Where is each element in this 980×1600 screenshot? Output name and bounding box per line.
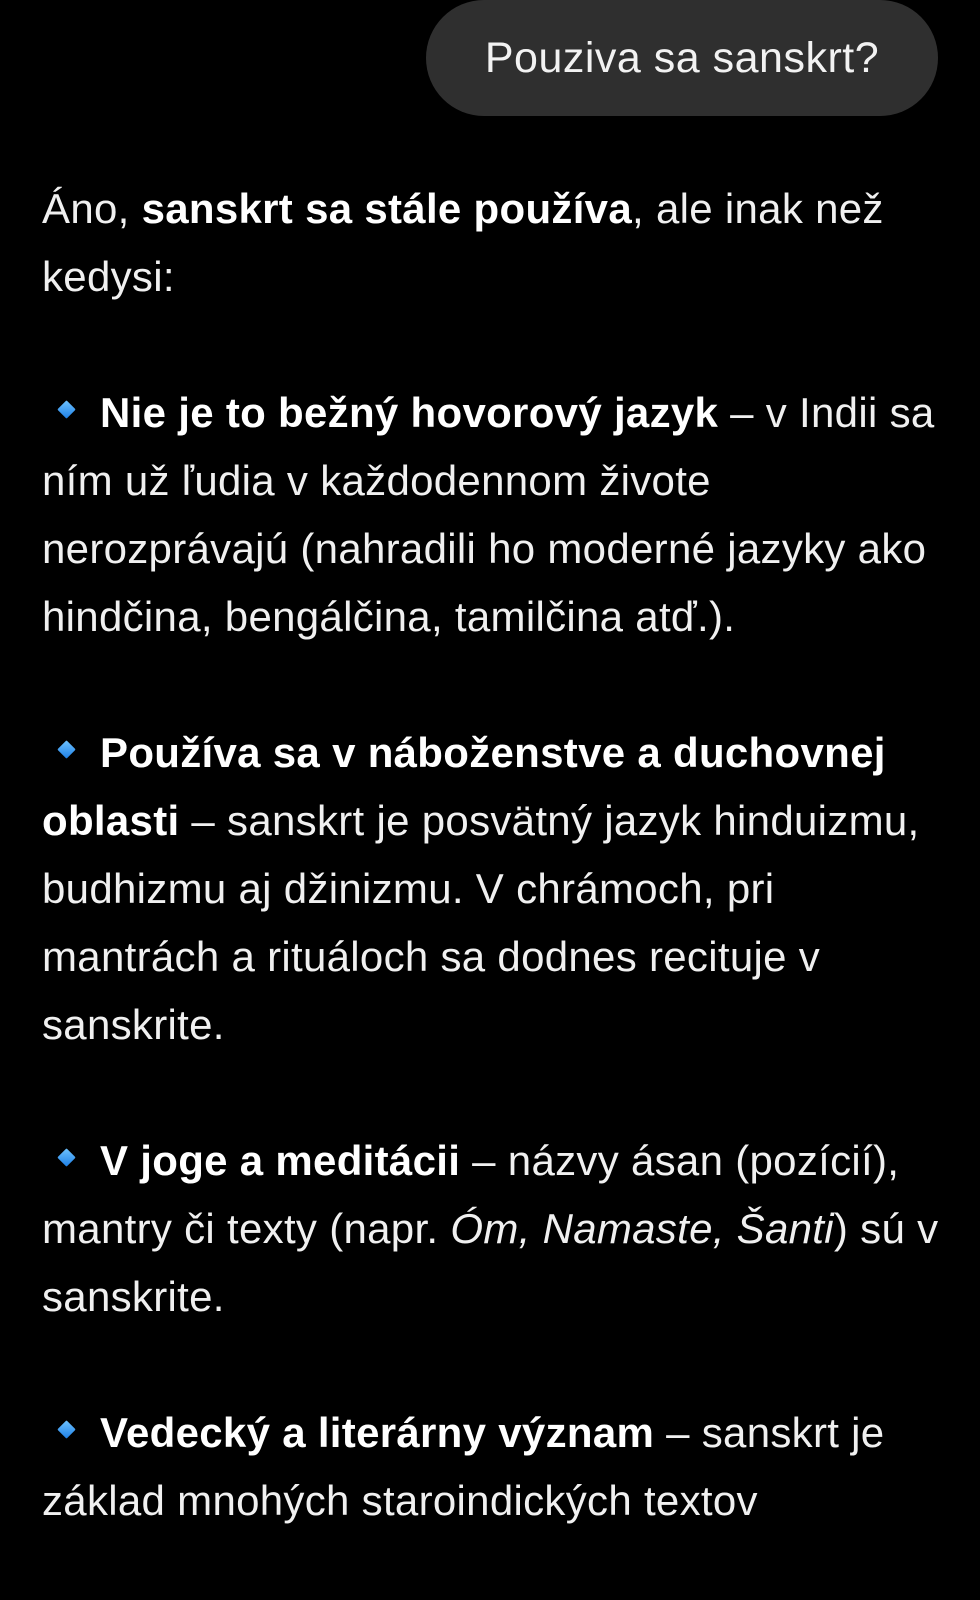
user-message-bubble [426,0,938,116]
bullet-item [42,1399,942,1535]
blue-diamond-icon [42,1411,100,1451]
blue-diamond-icon [42,391,100,431]
bullet-item [42,379,942,651]
user-message-text: Pouziva sa sanskrt? [484,33,880,82]
blue-diamond-icon [42,1139,100,1179]
bullet-heading: V joge a meditácii [100,1137,461,1184]
intro-bold: sanskrt sa stále používa [141,185,633,232]
bullet-text: – sanskrt je základ mnohých staroindických textov [42,1409,885,1524]
blue-diamond-icon [42,731,100,771]
bullet-item [42,719,942,1059]
bullet-heading: Vedecký a literárny význam [100,1409,655,1456]
intro-paragraph [42,175,942,311]
assistant-response [42,175,942,1535]
bullet-text-end: ) sú v sanskrite. [42,1205,939,1320]
bullet-heading: Používa sa v náboženstve a duchovnej oblasti [42,729,886,844]
bullet-italic-examples: Óm, Namaste, Šanti [450,1205,834,1252]
bullet-text: – v Indii sa ním už ľudia v každodennom živote nerozprávajú (nahradili ho moderné jazyky ako hindčina, bengálčina, tamilčina atď.). [42,389,935,640]
bottom-cutoff [0,1564,980,1600]
bullet-text: – názvy ásan (pozícií), mantry či texty (napr. [42,1137,900,1252]
intro-text-end: , ale inak než kedysi: [42,185,884,300]
bullet-text: – sanskrt je posvätný jazyk hinduizmu, budhizmu aj džinizmu. V chrámoch, pri mantrách a rituáloch sa dodnes recituje v sanskrite. [42,797,920,1048]
intro-text: Áno, [42,185,142,232]
bullet-item [42,1127,942,1331]
bullet-heading: Nie je to bežný hovorový jazyk [100,389,719,436]
